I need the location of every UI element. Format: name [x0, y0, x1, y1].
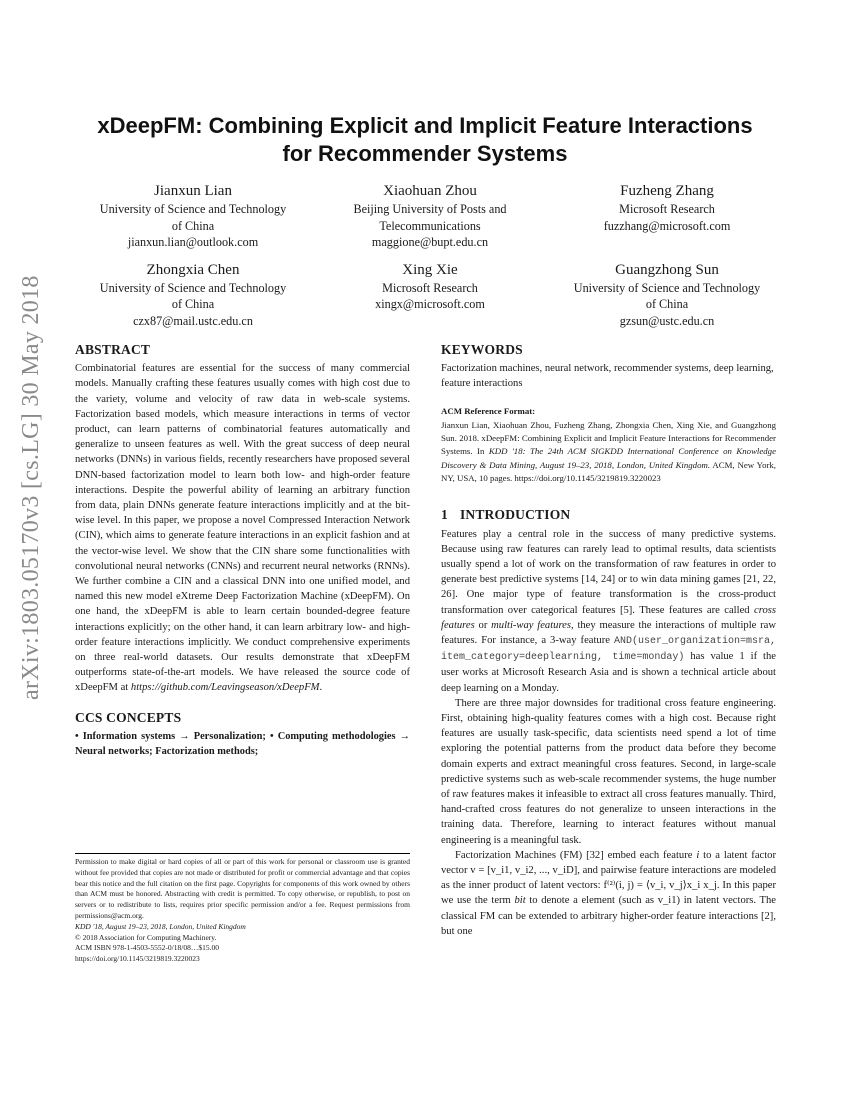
arxiv-stamp: arXiv:1803.05170v3 [cs.LG] 30 May 2018: [18, 275, 44, 700]
title-line-2: for Recommender Systems: [282, 141, 568, 166]
intro-paragraph-1: Features play a central role in the success of many predictive systems. Because using raw features can rarely lead to optimal results, data scientists usually spend a lot of work on the transformation of raw features in order to generate best predictive systems [14, 24] or to win data mining games [21, 22, 26]. One major type of feature transformation is the cross-product transformation over categorical features [5]. These features are called cross features or multi-way features, they measure the interactions of multiple raw features. For instance, a 3-way feature AND(user_organization=msra, item_category=deeplearning, time=monday) has value 1 if the user works at Microsoft Research Asia and is shown a technical article about deep learning on a Monday.: [441, 528, 777, 694]
author-block: [75, 182, 785, 339]
permission-text: Permission to make digital or hard copies of all or part of this work for personal or classroom use is granted without fee provided that copies are not made or distributed for profit or commercial advantage and that copies bear this notice and the full citation on the first page. Copyrights for components of this work owned by others than ACM must be honored. Abstracting with credit is permitted. To copy otherwise, or republish, to post on servers or to redistribute to lists, requires prior specific permission and/or a fee. Request permissions from permissions@acm.org.: [75, 857, 410, 920]
author-name: Zhongxia Chen: [146, 261, 240, 278]
author-email[interactable]: fuzzhang@microsoft.com: [603, 218, 731, 233]
author-card: [312, 261, 548, 330]
author-name: Xing Xie: [402, 261, 458, 278]
author-card: [549, 261, 785, 330]
ccs-heading: CCS CONCEPTS: [75, 709, 182, 725]
intro-paragraph-2: There are three major downsides for traditional cross feature engineering. First, obtaining high-quality features comes with a high cost. Because right features are usually task-specific, data scientists need spend a lot of time exploring the potential patterns from the product data before they become domain experts and extract meaningful cross features. Second, in large-scale predictive systems such as web-scale recommender systems, the huge number of raw features makes it infeasible to extract all cross features manually. Third, hand-crafted cross features do not generalize to unseen interactions in the training data. Therefore, learning to interact features without manual engineering is a meaningful task.: [441, 697, 776, 846]
permission-footnote: [75, 853, 410, 965]
right-column: [441, 342, 776, 939]
author-name: Fuzheng Zhang: [620, 183, 714, 199]
intro-paragraph-3: Factorization Machines (FM) [32] embed each feature i to a latent factor vector v = [v_i1, v_i2, ..., v_iD], and pairwise feature interactions are modeled as the inner product of latent vectors: f⁽²⁾(i, j) = ⟨v_i, v_j⟩x_i x_j. In this paper we use the term bit to denote a element (such as v_i1) in latent vectors. The classical FM can be extended to arbitrary higher-order feature interactions [2], but one: [441, 849, 776, 937]
title-line-1: xDeepFM: Combining Explicit and Implicit Feature Interactions: [97, 113, 753, 138]
code-snippet: AND(user_organization=msra, item_category=deeplearning, time=monday): [441, 635, 776, 664]
author-affiliation: University of Science and Technology: [573, 280, 761, 295]
author-affiliation: University of Science and Technology: [99, 280, 287, 295]
author-affiliation: Microsoft Research: [619, 202, 715, 216]
author-affiliation: of China: [171, 218, 215, 233]
author-affiliation: University of Science and Technology: [99, 202, 287, 216]
author-name: Guangzhong Sun: [615, 261, 719, 278]
acm-reference-label: ACM Reference Format:: [441, 405, 536, 416]
abstract-text: Combinatorial features are essential for the success of many commercial models. Manually crafting these features usually comes with high cost due to the variety, volume and velocity of raw data in web-scale systems. Factorization based models, which measure interactions in terms of vector product, can learn patterns of combinatorial features automatically and generalize to unseen features as well. With the great success of deep neural networks (DNNs) in various fields, recently researchers have proposed several DNN-based factorization model to learn both low- and high-order feature interactions. Despite the powerful ability of learning an arbitrary function from data, plain DNNs generate feature interactions implicitly and at the bit-wise level. In this paper, we propose a novel Compressed Interaction Network (CIN), which aims to generate feature interactions in an explicit fashion and at the vector-wise level. We show that the CIN share some functionalities with convolutional neural networks (CNNs) and recurrent neural networks (RNNs). We further combine a CIN and a classical DNN into one unified model, and named this new model eXtreme Deep Factorization Machine (xDeepFM). On one hand, the xDeepFM is able to learn certain bounded-degree feature interactions explicitly; on the other hand, it can learn arbitrary low- and high-order feature interactions implicitly. We conduct comprehensive experiments on three real-world datasets. Our results demonstrate that xDeepFM outperforms state-of-the-art models. We have released the source code of xDeepFM at https://github.com/Leavingseason/xDeepFM.: [75, 363, 410, 694]
acm-reference-text: Jianxun Lian, Xiaohuan Zhou, Fuzheng Zhang, Zhongxia Chen, Xing Xie, and Guangzhong Sun. 2018. xDeepFM: Combining Explicit and Implicit Feature Interactions for Recommender Systems. In KDD '18: The 24th ACM SIGKDD International Conference on Knowledge Discovery & Data Mining, August 19–23, 2018, London, United Kingdom. ACM, New York, NY, USA, 10 pages. https://doi.org/10.1145/3219819.3220023: [441, 419, 776, 483]
author-affiliation: Telecommunications: [379, 218, 481, 233]
author-affiliation: Beijing University of Posts and: [353, 202, 507, 216]
author-affiliation: of China: [645, 297, 689, 311]
keywords-text: Factorization machines, neural network, recommender systems, deep learning, feature interactions: [441, 363, 774, 390]
author-card: [75, 261, 311, 330]
author-email[interactable]: jianxun.lian@outlook.com: [127, 235, 259, 249]
source-code-link[interactable]: https://github.com/Leavingseason/xDeepFM: [130, 682, 320, 694]
doi-link[interactable]: https://doi.org/10.1145/3219819.3220023: [75, 954, 200, 964]
author-card: [75, 182, 311, 251]
author-email[interactable]: maggione@bupt.edu.cn: [371, 235, 489, 249]
keywords-heading: KEYWORDS: [441, 342, 523, 357]
introduction-heading: 1 INTRODUCTION: [441, 507, 571, 523]
author-name: Xiaohuan Zhou: [383, 183, 477, 199]
author-card: [312, 182, 548, 251]
author-email[interactable]: gzsun@ustc.edu.cn: [619, 313, 715, 328]
author-email[interactable]: xingx@microsoft.com: [375, 297, 485, 311]
author-name: Jianxun Lian: [154, 183, 232, 199]
author-affiliation: of China: [171, 297, 215, 311]
abstract-heading: ABSTRACT: [75, 342, 151, 357]
copyright: © 2018 Association for Computing Machinery.: [75, 932, 217, 942]
author-affiliation: Microsoft Research: [382, 280, 478, 295]
left-column: [75, 342, 410, 759]
author-card: [549, 182, 785, 251]
conference-venue: KDD '18, August 19–23, 2018, London, United Kingdom: [75, 921, 246, 931]
ccs-concepts: • Information systems → Personalization; • Computing methodologies → Neural networks; Factorization methods;: [75, 730, 410, 757]
isbn: ACM ISBN 978-1-4503-5552-0/18/08…$15.00: [75, 943, 219, 953]
author-email[interactable]: czx87@mail.ustc.edu.cn: [133, 313, 253, 328]
paper-title: [60, 112, 790, 168]
